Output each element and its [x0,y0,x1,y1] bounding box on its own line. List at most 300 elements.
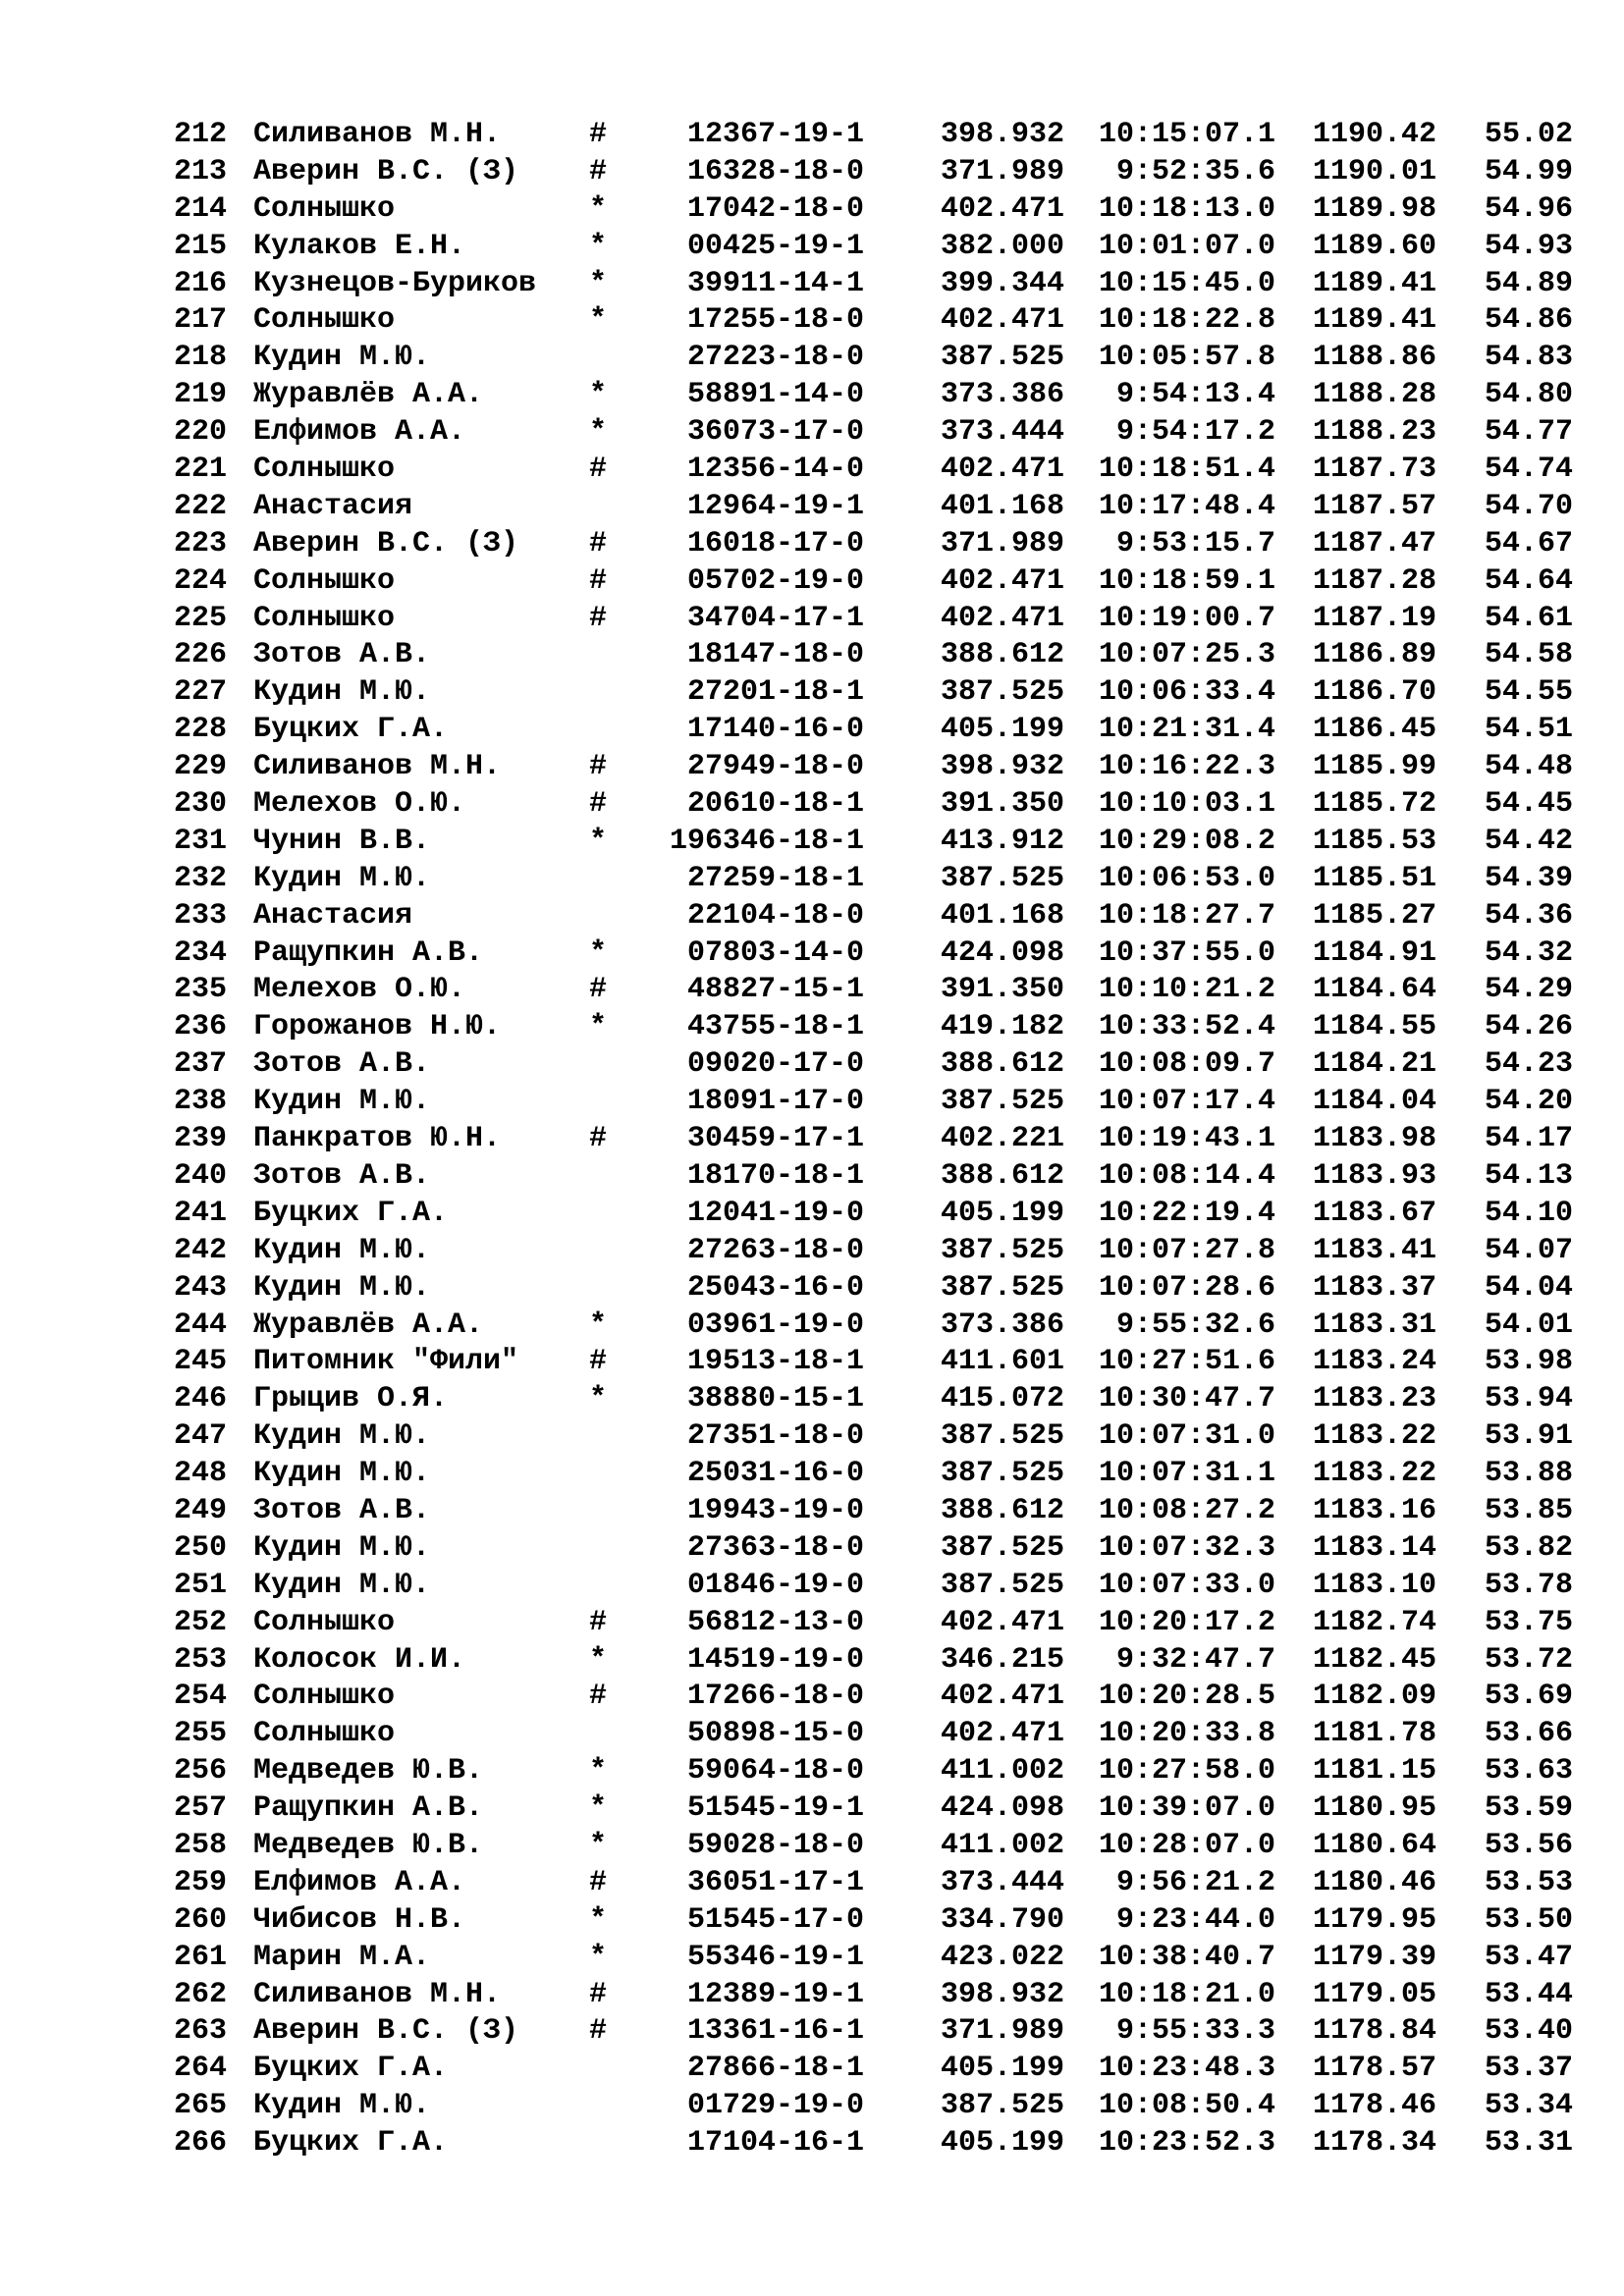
row-rank: 260 [174,1902,228,1937]
row-distance: 402.471 [940,1605,1064,1639]
row-rank: 247 [174,1419,228,1454]
table-row [0,563,1624,601]
table-row [0,1233,1624,1270]
row-rank: 212 [174,118,228,151]
row-ring-number: 43755-18-1 [686,1010,864,1044]
row-speed: 1184.64 [1312,973,1436,1007]
row-arrival-time: 10:33:52.4 [1098,1010,1275,1044]
row-score: 53.85 [1484,1493,1573,1527]
row-score: 54.93 [1484,229,1573,263]
row-distance: 388.612 [940,1493,1064,1527]
row-owner-name: Ращупкин А.В. [253,935,484,970]
row-rank: 225 [174,601,228,635]
row-score: 54.99 [1484,154,1573,188]
row-owner-name: Буцких Г.А. [253,2126,449,2161]
row-speed: 1180.95 [1312,1791,1436,1826]
row-arrival-time: 10:07:31.0 [1098,1419,1275,1454]
row-distance: 388.612 [940,638,1064,672]
row-speed: 1189.41 [1312,303,1436,338]
row-distance: 411.601 [940,1345,1064,1379]
row-mark: * [588,1791,607,1826]
table-row [0,266,1624,303]
row-score: 53.59 [1484,1791,1573,1826]
table-row [0,1716,1624,1753]
row-distance: 401.168 [940,898,1064,933]
row-mark: # [588,526,607,561]
row-score: 54.23 [1484,1047,1573,1082]
row-speed: 1186.89 [1312,638,1436,672]
row-distance: 402.471 [940,563,1064,598]
row-score: 54.77 [1484,415,1573,450]
row-distance: 391.350 [940,973,1064,1007]
row-ring-number: 36073-17-0 [686,415,864,450]
row-distance: 387.525 [940,1270,1064,1305]
row-arrival-time: 10:08:14.4 [1098,1158,1275,1193]
row-speed: 1183.14 [1312,1530,1436,1565]
table-row [0,1456,1624,1493]
row-owner-name: Зотов А.В. [253,638,431,672]
row-mark: * [588,1308,607,1342]
row-ring-number: 48827-15-1 [686,973,864,1007]
row-rank: 244 [174,1308,228,1342]
row-rank: 257 [174,1791,228,1826]
row-arrival-time: 10:05:57.8 [1098,341,1275,375]
row-rank: 262 [174,1977,228,2011]
row-owner-name: Буцких Г.А. [253,2052,449,2086]
row-owner-name: Силиванов М.Н. [253,750,502,784]
row-ring-number: 30459-17-1 [686,1122,864,1156]
row-ring-number: 17266-18-0 [686,1680,864,1714]
row-score: 53.91 [1484,1419,1573,1454]
row-rank: 254 [174,1680,228,1714]
row-score: 53.75 [1484,1605,1573,1639]
row-rank: 259 [174,1865,228,1899]
row-rank: 219 [174,378,228,412]
row-distance: 405.199 [940,1196,1064,1230]
row-speed: 1179.05 [1312,1977,1436,2011]
row-rank: 222 [174,489,228,523]
row-speed: 1185.51 [1312,861,1436,895]
row-speed: 1184.55 [1312,1010,1436,1044]
table-row [0,935,1624,973]
row-owner-name: Силиванов М.Н. [253,118,502,151]
row-arrival-time: 10:16:22.3 [1098,750,1275,784]
row-speed: 1183.10 [1312,1568,1436,1602]
row-owner-name: Ращупкин А.В. [253,1791,484,1826]
row-distance: 415.072 [940,1382,1064,1416]
row-score: 54.48 [1484,750,1573,784]
table-row [0,302,1624,340]
row-score: 54.13 [1484,1158,1573,1193]
row-mark: * [588,824,607,858]
row-arrival-time: 10:07:17.4 [1098,1085,1275,1119]
row-owner-name: Анастасия [253,898,413,933]
table-row [0,1493,1624,1530]
row-arrival-time: 9:52:35.6 [1115,154,1275,188]
results-table [0,117,1624,2163]
table-row [0,1009,1624,1046]
table-row [0,1196,1624,1233]
row-distance: 402.221 [940,1122,1064,1156]
row-score: 53.66 [1484,1717,1573,1751]
row-rank: 253 [174,1642,228,1677]
row-distance: 387.525 [940,675,1064,710]
row-speed: 1180.64 [1312,1828,1436,1862]
row-speed: 1187.19 [1312,601,1436,635]
row-ring-number: 16328-18-0 [686,154,864,188]
row-owner-name: Буцких Г.А. [253,713,449,747]
row-rank: 236 [174,1010,228,1044]
row-score: 54.74 [1484,453,1573,487]
row-owner-name: Колосок И.И. [253,1642,466,1677]
row-rank: 251 [174,1568,228,1602]
row-distance: 424.098 [940,935,1064,970]
table-row [0,1865,1624,1902]
row-rank: 238 [174,1085,228,1119]
row-distance: 398.932 [940,118,1064,151]
row-arrival-time: 10:06:33.4 [1098,675,1275,710]
row-speed: 1182.74 [1312,1605,1436,1639]
table-row [0,1790,1624,1828]
row-speed: 1183.98 [1312,1122,1436,1156]
row-rank: 246 [174,1382,228,1416]
table-row [0,1828,1624,1865]
row-arrival-time: 10:20:33.8 [1098,1717,1275,1751]
row-ring-number: 13361-16-1 [686,2014,864,2049]
row-score: 53.37 [1484,2052,1573,2086]
row-score: 54.45 [1484,787,1573,822]
row-score: 54.80 [1484,378,1573,412]
row-mark: # [588,1977,607,2011]
row-distance: 391.350 [940,787,1064,822]
row-arrival-time: 9:55:32.6 [1115,1308,1275,1342]
table-row [0,489,1624,526]
row-owner-name: Солнышко [253,453,396,487]
row-rank: 228 [174,713,228,747]
row-ring-number: 27363-18-0 [686,1530,864,1565]
row-rank: 227 [174,675,228,710]
row-rank: 250 [174,1530,228,1565]
row-speed: 1189.41 [1312,266,1436,300]
row-speed: 1189.98 [1312,191,1436,226]
table-row [0,1679,1624,1716]
row-score: 53.72 [1484,1642,1573,1677]
row-distance: 398.932 [940,750,1064,784]
row-owner-name: Марин М.А. [253,1940,431,1974]
row-arrival-time: 10:07:33.0 [1098,1568,1275,1602]
row-owner-name: Кудин М.Ю. [253,1457,431,1491]
row-arrival-time: 10:19:43.1 [1098,1122,1275,1156]
table-row [0,1605,1624,1642]
row-score: 53.53 [1484,1865,1573,1899]
row-ring-number: 27263-18-0 [686,1233,864,1267]
row-arrival-time: 10:08:27.2 [1098,1493,1275,1527]
table-row [0,1084,1624,1121]
row-owner-name: Кузнецов-Буриков [253,266,537,300]
row-arrival-time: 10:29:08.2 [1098,824,1275,858]
row-arrival-time: 10:10:21.2 [1098,973,1275,1007]
table-row [0,824,1624,861]
row-distance: 373.386 [940,378,1064,412]
table-row [0,1418,1624,1456]
row-ring-number: 55346-19-1 [686,1940,864,1974]
row-score: 54.04 [1484,1270,1573,1305]
row-ring-number: 25031-16-0 [686,1457,864,1491]
row-speed: 1183.24 [1312,1345,1436,1379]
row-mark: # [588,973,607,1007]
table-row [0,1270,1624,1308]
row-distance: 398.932 [940,1977,1064,2011]
row-rank: 241 [174,1196,228,1230]
row-distance: 402.471 [940,191,1064,226]
row-arrival-time: 10:20:28.5 [1098,1680,1275,1714]
row-rank: 243 [174,1270,228,1305]
row-owner-name: Кулаков Е.Н. [253,229,466,263]
row-ring-number: 27351-18-0 [686,1419,864,1454]
row-speed: 1183.22 [1312,1419,1436,1454]
row-ring-number: 17255-18-0 [686,303,864,338]
row-mark: # [588,154,607,188]
row-owner-name: Солнышко [253,563,396,598]
row-score: 54.20 [1484,1085,1573,1119]
row-arrival-time: 10:07:25.3 [1098,638,1275,672]
row-speed: 1180.46 [1312,1865,1436,1899]
row-score: 54.58 [1484,638,1573,672]
row-owner-name: Кудин М.Ю. [253,1568,431,1602]
row-score: 54.55 [1484,675,1573,710]
row-score: 54.39 [1484,861,1573,895]
row-owner-name: Силиванов М.Н. [253,1977,502,2011]
row-owner-name: Зотов А.В. [253,1158,431,1193]
table-row [0,2051,1624,2088]
row-rank: 239 [174,1122,228,1156]
row-arrival-time: 10:30:47.7 [1098,1382,1275,1416]
row-ring-number: 12367-19-1 [686,118,864,151]
table-row [0,861,1624,898]
row-ring-number: 196346-18-1 [669,824,864,858]
row-ring-number: 25043-16-0 [686,1270,864,1305]
row-score: 54.67 [1484,526,1573,561]
row-ring-number: 05702-19-0 [686,563,864,598]
row-arrival-time: 10:07:27.8 [1098,1233,1275,1267]
table-row [0,601,1624,638]
table-row [0,229,1624,266]
row-owner-name: Медведев Ю.В. [253,1828,484,1862]
row-distance: 371.989 [940,526,1064,561]
row-score: 53.88 [1484,1457,1573,1491]
row-owner-name: Панкратов Ю.Н. [253,1122,502,1156]
row-distance: 423.022 [940,1940,1064,1974]
row-score: 53.50 [1484,1902,1573,1937]
row-speed: 1179.95 [1312,1902,1436,1937]
row-speed: 1187.47 [1312,526,1436,561]
row-distance: 388.612 [940,1158,1064,1193]
row-rank: 235 [174,973,228,1007]
row-score: 54.64 [1484,563,1573,598]
row-arrival-time: 10:18:59.1 [1098,563,1275,598]
row-speed: 1189.60 [1312,229,1436,263]
row-owner-name: Медведев Ю.В. [253,1754,484,1789]
row-ring-number: 17042-18-0 [686,191,864,226]
row-distance: 387.525 [940,1457,1064,1491]
row-speed: 1181.15 [1312,1754,1436,1789]
row-owner-name: Чунин В.В. [253,824,431,858]
row-score: 53.44 [1484,1977,1573,2011]
row-ring-number: 12041-19-0 [686,1196,864,1230]
row-mark: * [588,1940,607,1974]
row-ring-number: 39911-14-1 [686,266,864,300]
row-score: 55.02 [1484,118,1573,151]
row-speed: 1185.99 [1312,750,1436,784]
row-owner-name: Буцких Г.А. [253,1196,449,1230]
row-rank: 216 [174,266,228,300]
row-speed: 1185.27 [1312,898,1436,933]
table-row [0,2125,1624,2163]
row-distance: 405.199 [940,713,1064,747]
row-distance: 387.525 [940,1233,1064,1267]
row-score: 54.96 [1484,191,1573,226]
row-rank: 265 [174,2089,228,2123]
row-mark: # [588,1865,607,1899]
table-row [0,749,1624,786]
row-speed: 1188.86 [1312,341,1436,375]
row-score: 54.29 [1484,973,1573,1007]
row-ring-number: 59064-18-0 [686,1754,864,1789]
table-row [0,1530,1624,1568]
row-distance: 405.199 [940,2052,1064,2086]
row-distance: 399.344 [940,266,1064,300]
row-distance: 402.471 [940,1680,1064,1714]
row-ring-number: 17140-16-0 [686,713,864,747]
row-owner-name: Кудин М.Ю. [253,1419,431,1454]
row-rank: 226 [174,638,228,672]
row-score: 54.17 [1484,1122,1573,1156]
row-ring-number: 00425-19-1 [686,229,864,263]
table-row [0,712,1624,749]
row-mark: # [588,601,607,635]
row-ring-number: 01846-19-0 [686,1568,864,1602]
table-row [0,340,1624,377]
row-arrival-time: 10:27:51.6 [1098,1345,1275,1379]
row-score: 53.69 [1484,1680,1573,1714]
row-arrival-time: 10:27:58.0 [1098,1754,1275,1789]
row-speed: 1181.78 [1312,1717,1436,1751]
row-speed: 1187.28 [1312,563,1436,598]
row-owner-name: Кудин М.Ю. [253,1270,431,1305]
row-mark: # [588,2014,607,2049]
row-mark: * [588,415,607,450]
row-rank: 252 [174,1605,228,1639]
row-arrival-time: 10:18:13.0 [1098,191,1275,226]
row-owner-name: Солнышко [253,1680,396,1714]
row-score: 53.56 [1484,1828,1573,1862]
row-ring-number: 07803-14-0 [686,935,864,970]
row-rank: 258 [174,1828,228,1862]
row-owner-name: Зотов А.В. [253,1047,431,1082]
row-distance: 401.168 [940,489,1064,523]
row-arrival-time: 9:32:47.7 [1115,1642,1275,1677]
row-score: 53.78 [1484,1568,1573,1602]
row-score: 54.07 [1484,1233,1573,1267]
row-rank: 249 [174,1493,228,1527]
row-ring-number: 12964-19-1 [686,489,864,523]
row-mark: * [588,1828,607,1862]
row-speed: 1183.67 [1312,1196,1436,1230]
row-distance: 405.199 [940,2126,1064,2161]
row-ring-number: 59028-18-0 [686,1828,864,1862]
row-arrival-time: 10:20:17.2 [1098,1605,1275,1639]
row-arrival-time: 10:21:31.4 [1098,713,1275,747]
row-arrival-time: 10:08:50.4 [1098,2089,1275,2123]
row-speed: 1186.70 [1312,675,1436,710]
row-arrival-time: 10:08:09.7 [1098,1047,1275,1082]
row-ring-number: 18147-18-0 [686,638,864,672]
row-arrival-time: 10:19:00.7 [1098,601,1275,635]
row-owner-name: Аверин В.С. (З) [253,526,519,561]
row-rank: 232 [174,861,228,895]
row-ring-number: 36051-17-1 [686,1865,864,1899]
table-row [0,786,1624,824]
row-rank: 221 [174,453,228,487]
row-rank: 213 [174,154,228,188]
row-ring-number: 17104-16-1 [686,2126,864,2161]
row-owner-name: Солнышко [253,1605,396,1639]
row-distance: 387.525 [940,1568,1064,1602]
row-ring-number: 27223-18-0 [686,341,864,375]
row-mark: # [588,1345,607,1379]
row-mark: * [588,1902,607,1937]
row-owner-name: Кудин М.Ю. [253,675,431,710]
row-ring-number: 51545-17-0 [686,1902,864,1937]
row-score: 54.36 [1484,898,1573,933]
row-speed: 1183.23 [1312,1382,1436,1416]
row-rank: 229 [174,750,228,784]
row-score: 54.89 [1484,266,1573,300]
row-owner-name: Кудин М.Ю. [253,1233,431,1267]
row-arrival-time: 10:22:19.4 [1098,1196,1275,1230]
row-speed: 1190.42 [1312,118,1436,151]
row-rank: 255 [174,1717,228,1751]
row-rank: 234 [174,935,228,970]
row-score: 54.32 [1484,935,1573,970]
row-distance: 424.098 [940,1791,1064,1826]
table-row [0,452,1624,489]
row-arrival-time: 10:15:07.1 [1098,118,1275,151]
row-ring-number: 12356-14-0 [686,453,864,487]
row-rank: 261 [174,1940,228,1974]
table-row [0,674,1624,712]
row-score: 53.98 [1484,1345,1573,1379]
row-mark: # [588,1680,607,1714]
row-distance: 371.989 [940,2014,1064,2049]
row-owner-name: Кудин М.Ю. [253,861,431,895]
row-rank: 264 [174,2052,228,2086]
row-ring-number: 58891-14-0 [686,378,864,412]
row-owner-name: Кудин М.Ю. [253,1530,431,1565]
row-arrival-time: 9:56:21.2 [1115,1865,1275,1899]
row-score: 53.94 [1484,1382,1573,1416]
row-arrival-time: 10:37:55.0 [1098,935,1275,970]
row-ring-number: 38880-15-1 [686,1382,864,1416]
row-owner-name: Чибисов Н.В. [253,1902,466,1937]
row-speed: 1188.23 [1312,415,1436,450]
row-mark: * [588,378,607,412]
row-speed: 1187.73 [1312,453,1436,487]
row-distance: 388.612 [940,1047,1064,1082]
table-row [0,1642,1624,1680]
row-mark: * [588,266,607,300]
table-row [0,1977,1624,2014]
